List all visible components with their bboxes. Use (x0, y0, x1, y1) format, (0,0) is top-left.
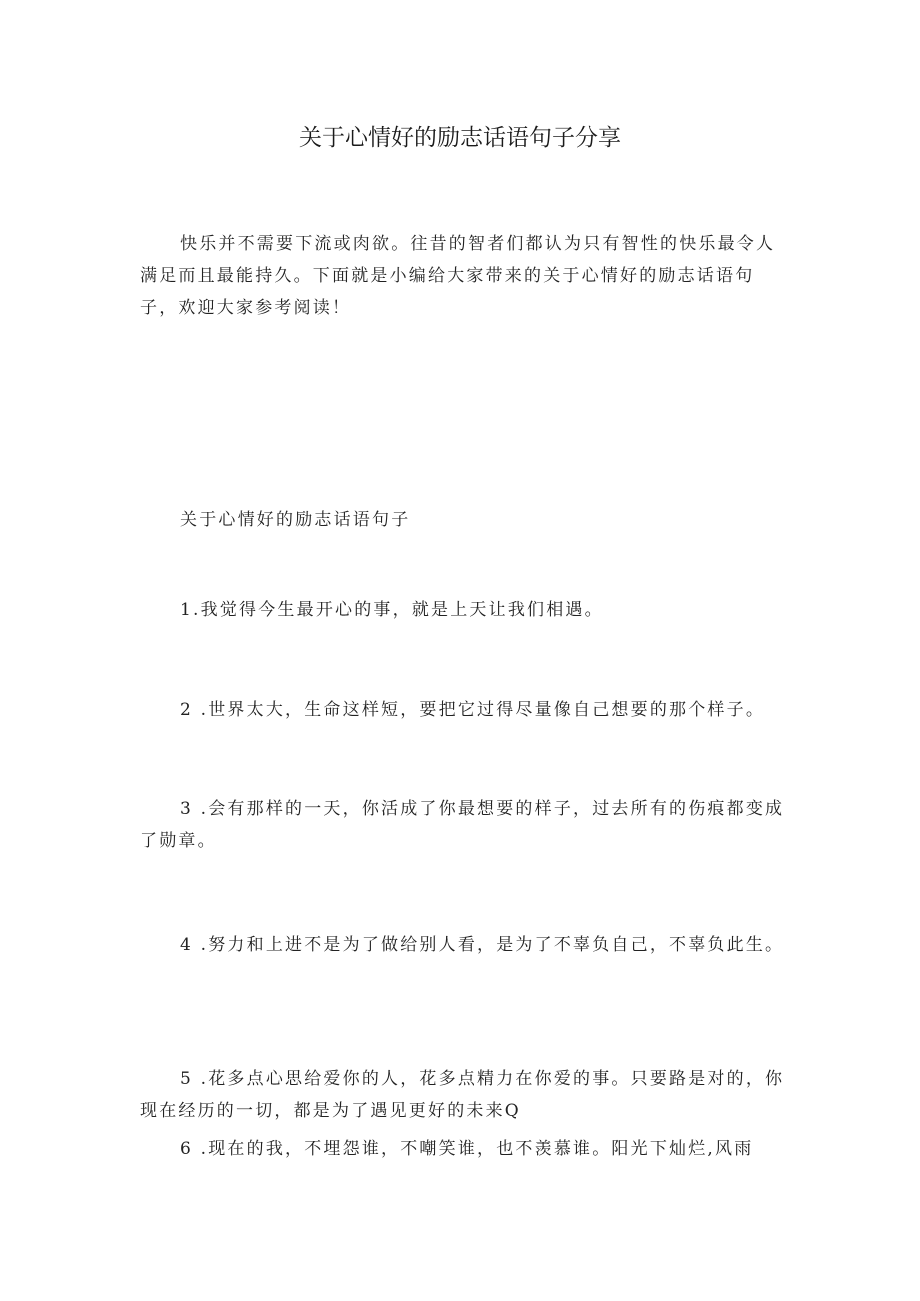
list-item (140, 1063, 785, 1127)
list-item (140, 594, 785, 626)
list-item-text: 5 .花多点心思给爱你的人，花多点精力在你爱的事。只要路是对的，你现在经历的一切，都是为了遇见更好的未来Q (140, 1069, 785, 1121)
list-item-text: 2 .世界太大，生命这样短，要把它过得尽量像自己想要的那个样子。 (180, 700, 766, 720)
list-item (140, 929, 785, 961)
list-item-text: 3 .会有那样的一天，你活成了你最想要的样子，过去所有的伤痕都变成了勋章。 (140, 799, 785, 851)
list-item-text: 4 .努力和上进不是为了做给别人看，是为了不辜负自己，不辜负此生。 (180, 935, 785, 955)
intro-paragraph (140, 228, 785, 324)
list-item-text: 1.我觉得今生最开心的事，就是上天让我们相遇。 (180, 600, 604, 620)
document-title: 关于心情好的励志话语句子分享 (299, 125, 621, 151)
list-item-text: 6 .现在的我，不埋怨谁，不嘲笑谁，也不羡慕谁。阳光下灿烂,风雨 (180, 1139, 754, 1159)
intro-text: 快乐并不需要下流或肉欲。往昔的智者们都认为只有智性的快乐最令人满足而且最能持久。下面就是小编给大家带来的关于心情好的励志话语句子，欢迎大家参考阅读！ (140, 234, 776, 318)
list-item (140, 1133, 785, 1165)
list-item (140, 793, 785, 857)
section-heading (140, 504, 785, 536)
list-item (140, 694, 785, 726)
section-heading-text: 关于心情好的励志话语句子 (180, 510, 411, 530)
